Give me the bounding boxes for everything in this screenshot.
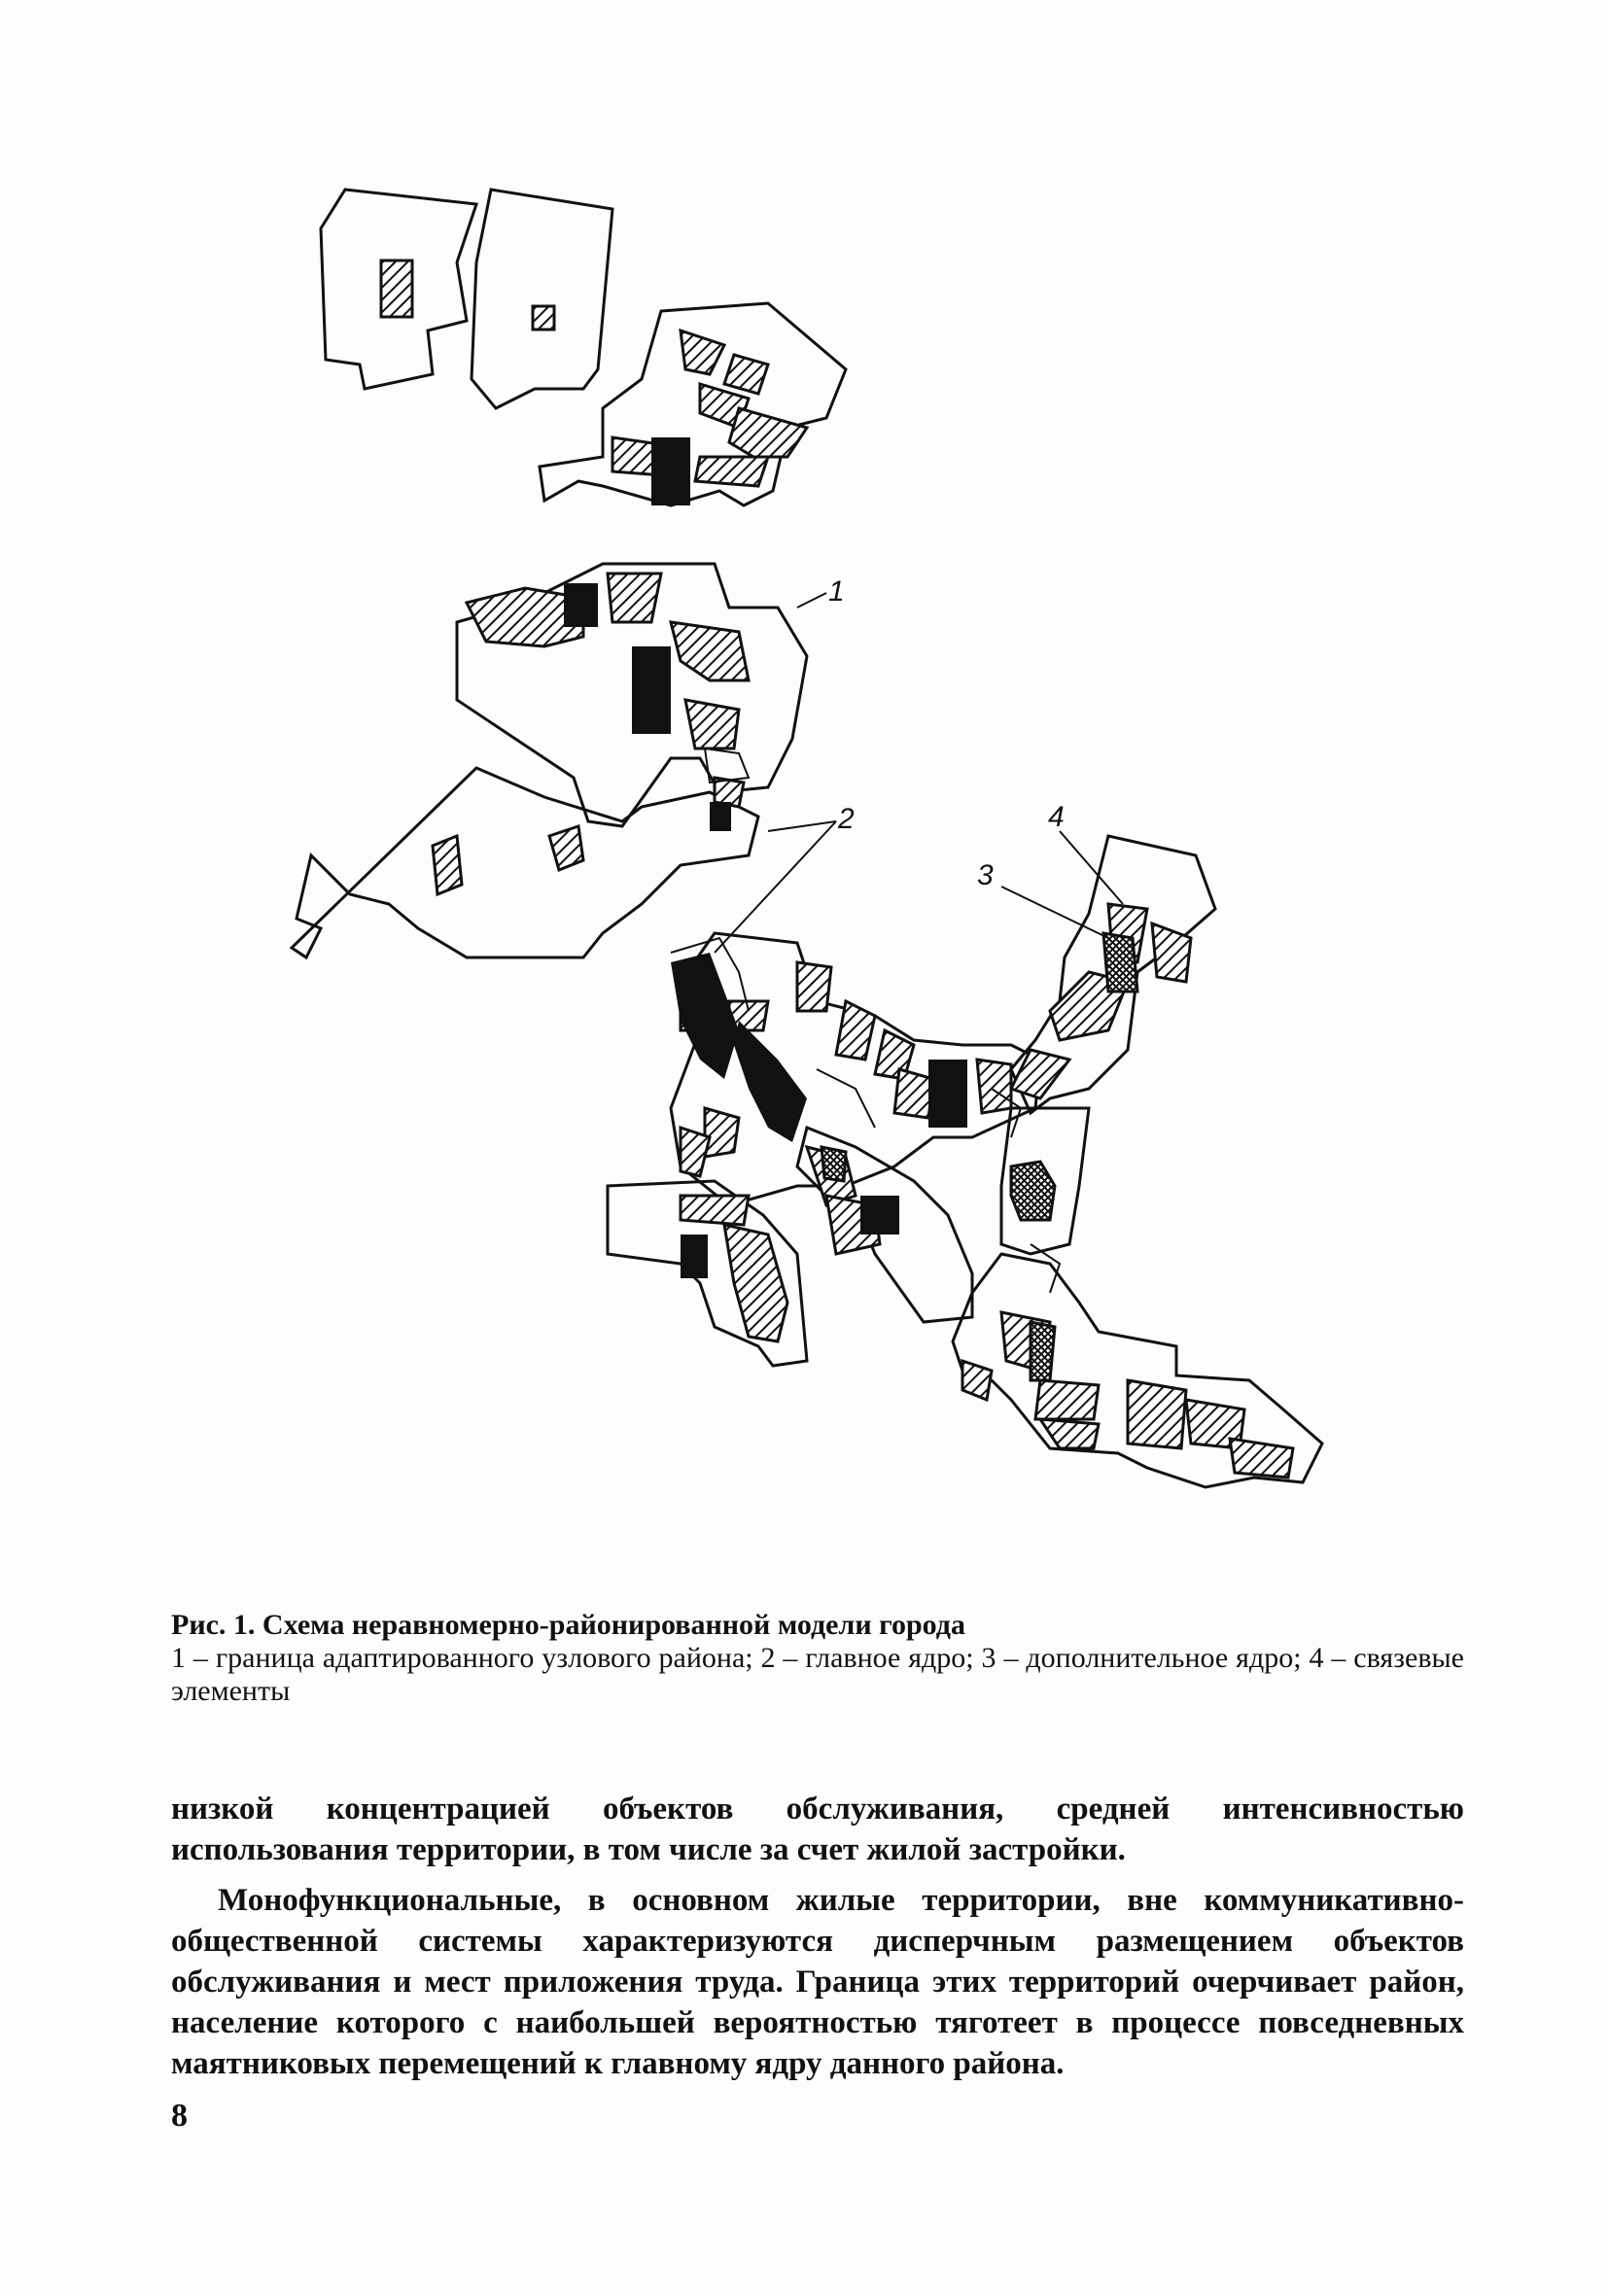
main-core-block <box>710 802 731 831</box>
caption-legend: 1 – граница адаптированного узлового района; 2 – главное ядро; 3 – дополнительное ядро; 4 – связевые элементы <box>171 1642 1464 1707</box>
hatched-block <box>724 1225 787 1341</box>
hatched-block <box>705 1108 739 1157</box>
callout-2-leader <box>768 821 836 831</box>
hatched-block <box>433 836 462 894</box>
callout-labels <box>828 575 1065 891</box>
hatched-block <box>681 1196 749 1225</box>
callout-3-label: 3 <box>977 859 994 891</box>
hatched-block <box>797 962 831 1011</box>
hatched-block <box>681 1128 710 1176</box>
page-number: 8 <box>171 2098 188 2134</box>
hatched-block <box>533 306 554 330</box>
callout-4-leader <box>1060 831 1123 904</box>
caption-title: Рис. 1. Схема неравномерно-районированной модели города <box>171 1609 965 1641</box>
main-core-block <box>928 1060 967 1128</box>
main-core-block <box>632 646 671 734</box>
figure-caption <box>171 1609 1464 1708</box>
hatched-blocks <box>381 261 1293 1478</box>
callout-2-label: 2 <box>838 803 855 835</box>
paragraph: низкой концентрацией объектов обслуживания, средней интенсивностью использования территории, в том числе за счет жилой застройки. <box>171 1792 1464 1867</box>
body-text <box>171 1789 1464 2094</box>
callout-2-leader-b <box>715 821 836 953</box>
additional-core-block <box>821 1147 846 1181</box>
hatched-block <box>1152 923 1191 982</box>
hatched-block <box>894 1069 933 1118</box>
main-core-block <box>734 1021 807 1142</box>
hatched-block <box>724 355 768 394</box>
hatched-block <box>977 1060 1011 1113</box>
district-boundary <box>292 768 758 957</box>
hatched-block <box>1040 1419 1099 1448</box>
paragraph: Монофункциональные, в основном жилые территории, вне коммуникативно-общественной системы характеризуются дисперчным размещением объектов обслуживания и мест приложения труда. Граница этих территорий очерчивает район, население которого с наибольшей вероятностью тяготеет в процессе повседневных маятниковых перемещений к главному ядру данного района. <box>171 1883 1464 2081</box>
hatched-block <box>1035 1380 1099 1419</box>
callout-1-leader <box>797 593 826 608</box>
hatched-block <box>608 574 661 622</box>
hatched-block <box>681 330 724 374</box>
callout-4-label: 4 <box>1048 801 1065 833</box>
additional-core-block <box>1103 933 1137 991</box>
hatched-block <box>695 457 768 486</box>
main-core-block <box>860 1196 899 1235</box>
district-boundary <box>472 190 612 408</box>
hatched-block <box>381 261 412 317</box>
additional-core-block <box>1031 1322 1055 1380</box>
additional-core-block <box>1011 1162 1055 1220</box>
callout-1-label: 1 <box>828 575 845 608</box>
main-core-block <box>671 953 739 1079</box>
hatched-block <box>549 826 583 870</box>
link-element <box>817 1069 875 1128</box>
main-core-block <box>651 437 690 505</box>
hatched-block <box>729 408 807 457</box>
hatched-block <box>671 622 749 680</box>
district-boundaries <box>292 190 1322 1487</box>
hatched-block <box>1128 1380 1186 1448</box>
hatched-block <box>962 1361 992 1400</box>
main-core-block <box>564 583 598 627</box>
hatched-block <box>836 1001 875 1060</box>
main-core-block <box>681 1235 708 1278</box>
hatched-block <box>685 700 739 748</box>
hatched-block <box>1230 1439 1293 1478</box>
